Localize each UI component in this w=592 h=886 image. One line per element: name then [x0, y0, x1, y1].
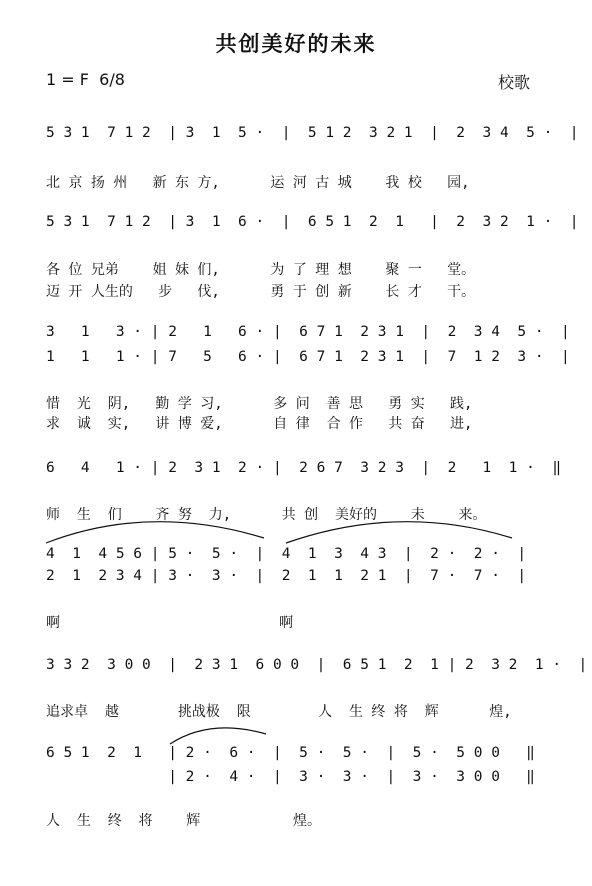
slur-arc	[286, 522, 512, 543]
notation-line-1: 5 3 1 7 1 2 | 3 1 5 · | 5 1 2 3 2 1 | 2 3 4 5 · |	[46, 125, 579, 141]
lyric-line-3a: 惜 光 阴, 勤 学 习, 多 问 善 思 勇 实 践,	[46, 396, 473, 412]
lyric-line-2b: 迈 开 人生的 步 伐, 勇 于 创 新 长 才 干。	[46, 284, 476, 300]
lyric-line-6: 追求卓 越 挑战极 限 人 生 终 将 辉 煌,	[46, 704, 512, 720]
notation-line-5b: 2 1 2 3 4 | 3 · 3 · | 2 1 1 2 1 | 7 · 7 · |	[46, 568, 527, 584]
song-genre: 校歌	[498, 73, 531, 92]
slur-arc	[46, 522, 264, 543]
lyric-line-3b: 求 诚 实, 讲 博 爱, 自 律 合 作 共 奋 进,	[46, 416, 473, 432]
notation-line-2: 5 3 1 7 1 2 | 3 1 6 · | 6 5 1 2 1 | 2 3 2 1 · |	[46, 214, 579, 230]
lyric-line-2a: 各 位 兄弟 姐 妹 们, 为 了 理 想 聚 一 堂。	[46, 262, 476, 278]
notation-line-7a: 6 5 1 2 1 | 2 · 6 · | 5 · 5 · | 5 · 5 0 0 ‖	[46, 745, 535, 761]
lyric-line-4: 师 生 们 齐 努 力, 共 创 美好的 未 来。	[46, 507, 487, 523]
notation-line-3b: 1 1 1 · | 7 5 6 · | 6 7 1 2 3 1 | 7 1 2 3 · |	[46, 349, 570, 365]
lyric-line-5: 啊 啊	[46, 615, 294, 631]
notation-line-4: 6 4 1 · | 2 3 1 2 · | 2 6 7 3 2 3 | 2 1 1 · ‖	[46, 460, 562, 476]
slur-arc	[170, 728, 266, 744]
song-title: 共创美好的未来	[215, 32, 377, 56]
lyric-line-7: 人 生 终 将 辉 煌。	[46, 813, 322, 829]
notation-line-7b: | 2 · 4 · | 3 · 3 · | 3 · 3 0 0 ‖	[46, 769, 535, 785]
key-signature: 1 = F 6/8	[46, 70, 125, 89]
notation-line-6: 3 3 2 3 0 0 | 2 3 1 6 0 0 | 6 5 1 2 1 | 2 3 2 1 · |	[46, 657, 588, 673]
lyric-line-1: 北 京 扬 州 新 东 方, 运 河 古 城 我 校 园,	[46, 175, 470, 191]
notation-line-5a: 4 1 4 5 6 | 5 · 5 · | 4 1 3 4 3 | 2 · 2 · |	[46, 546, 527, 562]
notation-line-3a: 3 1 3 · | 2 1 6 · | 6 7 1 2 3 1 | 2 3 4 5 · |	[46, 324, 570, 340]
